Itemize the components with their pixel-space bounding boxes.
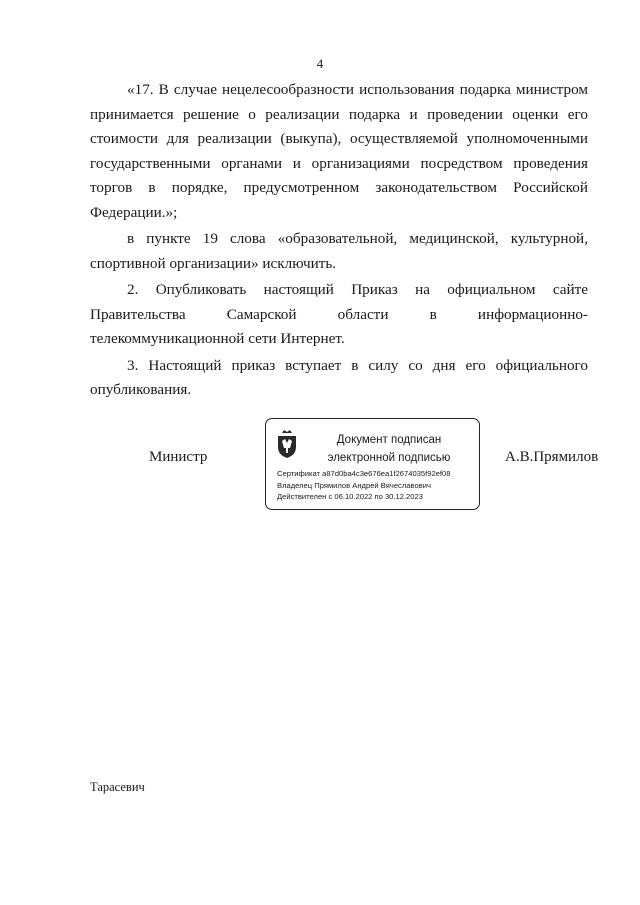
stamp-title (304, 431, 474, 467)
stamp-validity: Действителен с 06.10.2022 по 30.12.2023 (277, 492, 423, 501)
signer-role: Министр (149, 449, 208, 465)
paragraph-publication: 2. Опубликовать настоящий Приказ на официальном сайте Правительства Самарской области в информационно-телекоммуникационной сети Интернет. (90, 281, 588, 347)
paragraph-item-17: «17. В случае нецелесообразности использования подарка министром принимается решение о реализации подарка и проведении оценки его стоимости для реализации (выкупа), осуществляемой уполномоченными государственными органами и организациями посредством проведения торгов в порядке, предусмотренном законодательством Российской Федерации.»; (90, 81, 588, 221)
signer-name: А.В.Прямилов (505, 449, 599, 465)
stamp-owner: Владелец Прямилов Андрей Вячеславович (277, 480, 431, 490)
stamp-certificate: Сертификат a87d0ba4c3e676ea1f2674035f92ef08 (277, 469, 451, 478)
stamp-details (277, 468, 477, 503)
signature-block (0, 417, 640, 517)
electronic-signature-stamp (265, 418, 480, 510)
executor-name: Тарасевич (90, 780, 145, 794)
paragraph-item-19-amendment: в пункте 19 слова «образовательной, медицинской, культурной, спортивной организации» исключить. (90, 230, 588, 272)
samara-coat-of-arms-icon (276, 429, 298, 459)
stamp-title-line2: электронной подписью (327, 452, 451, 464)
page-number: 4 (316, 56, 324, 71)
stamp-title-line1: Документ подписан (336, 434, 442, 446)
paragraph-entry-into-force: 3. Настоящий приказ вступает в силу со дня его официального опубликования. (90, 356, 588, 398)
document-body (90, 78, 588, 405)
